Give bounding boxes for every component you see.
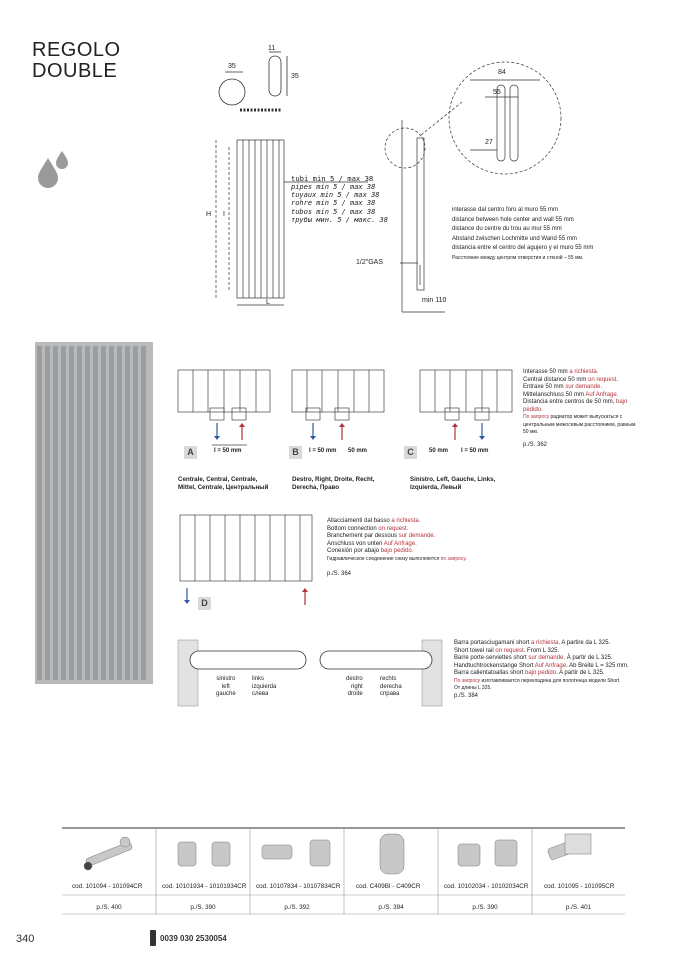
note-accent: По запросу [523, 414, 551, 420]
gas-connection-label: 1/2"GAS [356, 259, 383, 266]
connection-a-badge: A [184, 446, 197, 459]
note-text: Гидравлическое соединение снизу выполняется [327, 555, 441, 562]
title-line-1: REGOLO [32, 39, 121, 61]
connection-b-caption [292, 476, 375, 491]
note-line [454, 670, 664, 678]
dim-h: H [206, 211, 212, 218]
accessories-table-lines [62, 828, 625, 914]
note-line: pedido. [523, 406, 543, 413]
note-accent: sur demande. [398, 533, 436, 539]
connection-b-dim1: I = 50 mm [309, 448, 337, 454]
note-line [523, 399, 648, 407]
accessory-code: cod. 10102034 - 10102034CR [444, 883, 529, 890]
note-line: От длины L 325. [454, 685, 492, 691]
note-accent: Auf Anfrage. [585, 391, 619, 398]
label: right [351, 683, 363, 690]
page-ref: p./S. 364 [327, 571, 352, 577]
note-accent: bajo [616, 399, 628, 405]
tubes-line: rohre min 5 / max 38 [291, 199, 376, 208]
note-accent: bajo pedido [525, 670, 557, 676]
note-text: радиатор может выпускаться с [550, 414, 623, 420]
towel-rail-note [454, 640, 664, 700]
accessory-page-ref: p./S. 394 [378, 904, 404, 911]
water-drop-icon [38, 151, 68, 188]
dim-55: 55 [493, 89, 501, 96]
page-number: 340 [16, 933, 35, 945]
note-line: distance between hole center and wall 55 mm [452, 216, 574, 223]
note-line [327, 548, 497, 556]
tubes-line: tuyaux min 5 / max 38 [291, 191, 380, 200]
note-accent: bajo pedido. [380, 548, 414, 554]
connection-a-dim: I = 50 mm [214, 448, 242, 454]
label: izquierda [252, 683, 277, 690]
note-text: Bottom connection [327, 525, 379, 532]
note-accent: По запросу [454, 677, 482, 684]
dim-35-width: 35 [228, 63, 236, 70]
page-ref: p./S. 384 [454, 692, 479, 699]
page-ref: p./S. 362 [523, 441, 548, 448]
caption-line: Izquierda, Левый [410, 483, 462, 491]
tube-top-view-drawing [219, 52, 287, 110]
note-line [327, 518, 497, 526]
note-accent: on request [495, 647, 524, 654]
note-accent: on request. [378, 525, 409, 532]
connection-b-badge: B [289, 446, 302, 459]
towel-left-labels-b [252, 676, 276, 699]
note-line [523, 414, 648, 422]
note-text: Anschluss von unten [327, 540, 384, 547]
note-text: Distancia entre centros de 50 mm, [523, 399, 617, 405]
note-accent: Auf Anfrage. [383, 540, 417, 547]
accessory-code: cod. 101095 - 101095CR [544, 883, 615, 890]
radiator-side-drawing [385, 62, 561, 312]
note-text: Central distance 50 mm [523, 376, 589, 383]
phone-number: 0039 030 2530054 [160, 934, 227, 943]
connection-c-dim1: 50 mm [429, 448, 449, 454]
note-line: центральным межосевым расстоянием, равным [523, 421, 636, 428]
accessory-page-ref: p./S. 390 [190, 904, 216, 911]
note-line [523, 377, 648, 385]
note-text: Barra calientatoallas short [454, 670, 526, 676]
label: links [252, 676, 265, 682]
connection-c-caption [410, 476, 495, 491]
note-accent: a richiesta. [391, 518, 421, 524]
note-accent: sur demande. [565, 384, 603, 390]
phone-icon [150, 930, 156, 946]
radiator-photo [35, 342, 153, 684]
accessory-page-ref: p./S. 390 [472, 904, 498, 911]
accessory-images [84, 834, 591, 874]
towel-right-labels-a [346, 676, 363, 699]
note-accent: on request. [588, 376, 619, 383]
note-line [454, 663, 664, 671]
dim-i: I [223, 211, 225, 218]
connection-a-caption [178, 476, 268, 491]
bottom-connection-note [327, 518, 497, 579]
note-text: . À partir de L 325. [563, 655, 613, 661]
note-line: distancia entre el centro del agujero y el muro 55 mm [452, 245, 594, 251]
note-line [454, 648, 664, 656]
note-text: Allacciamenti dal basso [327, 518, 392, 524]
wall-distance-note [452, 206, 593, 263]
label: left [221, 683, 230, 690]
note-accent: Auf Anfrage [534, 662, 567, 669]
note-text: Entraxe 50 mm [523, 384, 566, 390]
dim-35-height: 35 [291, 73, 299, 80]
note-line [523, 384, 648, 392]
towel-left-labels-a [216, 676, 236, 699]
note-line [454, 640, 664, 648]
note-line: Abstand zwischen Lochmitte und Wand 55 mm [452, 235, 577, 242]
caption-line: Sinistro, Left, Gauche, Links, [410, 476, 496, 483]
tubes-line: pipes min 5 / max 38 [291, 183, 376, 191]
accessory-code: cod. 101094 - 101094CR [72, 883, 143, 890]
connection-c-dim2: I = 50 mm [461, 448, 489, 454]
note-text: Barre porte-serviettes short [454, 655, 529, 661]
note-accent: a richiesta [531, 640, 559, 646]
note-line [523, 392, 648, 400]
tubes-line: tubi min 5 / max 38 [291, 174, 374, 183]
label: слева [252, 691, 269, 697]
note-line [327, 541, 497, 549]
note-text: . A partire da L 325. [558, 640, 611, 646]
tubes-line: tubos min 5 / max 38 [291, 207, 376, 216]
note-text: . Ab Breite L = 325 mm. [566, 662, 629, 669]
connection-d-badge: D [198, 597, 211, 610]
tubes-line: трубы мин. 5 / макс. 38 [291, 215, 388, 224]
note-text: . From L 325. [523, 647, 560, 654]
dim-84: 84 [498, 69, 506, 76]
note-line [523, 369, 648, 377]
note-text: Barra portasciugamani short [454, 640, 532, 646]
note-text: Handtuchtrockenstange Short [454, 662, 535, 669]
note-accent: sur demande [528, 655, 564, 661]
note-text: изготавливается перекладина для полотенца модели Short. [481, 677, 621, 684]
note-line [454, 655, 664, 663]
central-distance-note [523, 369, 648, 449]
accessory-code: cod. C409BI - C409CR [356, 883, 421, 890]
dim-l: L [266, 299, 270, 306]
accessory-code: cod. 10107834 - 10107834CR [256, 883, 341, 890]
note-accent: по запросу. [440, 555, 467, 562]
note-line: interasse dal centro foro al muro 55 mm [452, 207, 559, 213]
accessory-page-ref: p./S. 392 [284, 904, 310, 911]
dim-27: 27 [485, 139, 493, 146]
towel-right-labels-b [380, 676, 402, 699]
caption-line: Destro, Right, Droite, Recht, [292, 476, 375, 483]
label: gauche [216, 691, 236, 697]
min-110-label: min 110 [422, 297, 447, 304]
note-text: . A partir de L 325. [556, 670, 605, 676]
caption-line: Derecha, Право [292, 483, 340, 491]
connection-b-dim2: 50 mm [348, 448, 368, 454]
dim-11: 11 [268, 45, 276, 52]
label: sinistro [216, 676, 236, 682]
accessory-code: cod. 10101934 - 10101934CR [162, 883, 247, 890]
note-line: distance du centre du trou au mur 55 mm [452, 226, 562, 232]
note-text: Short towel rail [454, 647, 496, 654]
label: rechts [380, 676, 397, 682]
note-text: Conexión por abajo [327, 548, 381, 554]
note-text: Branchement par dessous [327, 533, 399, 539]
title-line-2: DOUBLE [32, 60, 118, 82]
note-text: Interasse 50 mm [523, 369, 570, 375]
note-text: Mittelanschluss 50 mm [523, 391, 586, 398]
note-line [327, 526, 497, 534]
accessory-page-ref: p./S. 400 [96, 904, 122, 911]
tubes-range-list [291, 174, 388, 224]
label: справа [380, 691, 400, 697]
connection-c-badge: C [404, 446, 417, 459]
caption-line: Centrale, Central, Centrale, [178, 476, 258, 483]
note-line [327, 556, 497, 564]
caption-line: Mittel, Centrale, Центральный [178, 483, 269, 491]
label: droite [347, 691, 363, 697]
note-line [327, 533, 497, 541]
product-title [32, 40, 121, 82]
note-line [454, 678, 664, 686]
label: derecha [380, 683, 402, 690]
note-line: 50 мм. [523, 429, 539, 435]
accessory-page-ref: p./S. 401 [565, 904, 592, 911]
note-line: Расстояние между центром отверстия и стеной – 55 мм. [452, 254, 584, 261]
note-accent: a richiesta. [569, 369, 599, 375]
label: destro [346, 676, 363, 682]
